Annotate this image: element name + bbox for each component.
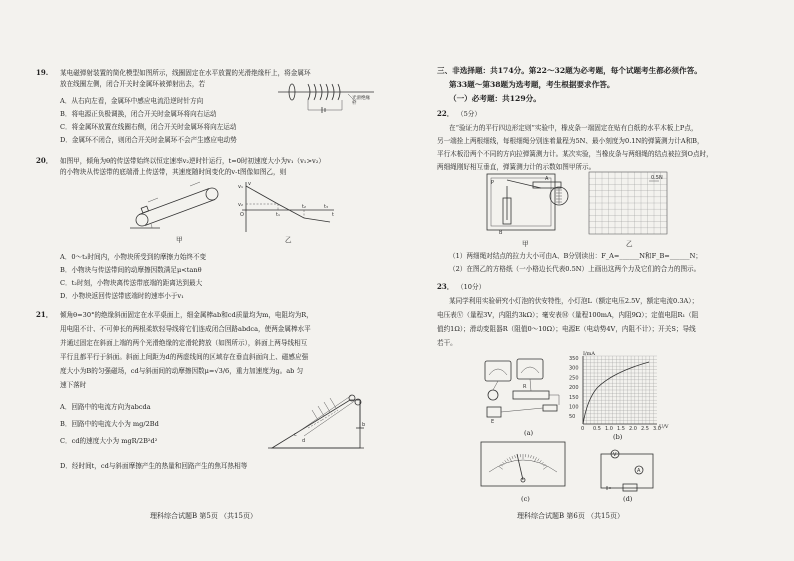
q22-fig-jia-caption: 甲 — [522, 240, 529, 248]
svg-text:c: c — [294, 432, 297, 438]
q23-circuit-diagram — [593, 448, 665, 494]
q23-apparatus-figure — [479, 355, 575, 425]
y-tick-label: 350 — [569, 356, 579, 362]
svg-text:O: O — [240, 212, 244, 218]
q20-option-c: C．t₂时刻，小物块离传送带底端的距离达到最大 — [60, 279, 203, 287]
svg-text:v₁: v₁ — [238, 184, 243, 190]
svg-text:A: A — [545, 176, 549, 182]
q22-fig-yi-caption: 乙 — [626, 240, 633, 248]
x-tick-label: 3.0 — [653, 426, 661, 432]
q23-iu-graph — [569, 350, 669, 432]
svg-text:R: R — [523, 384, 527, 390]
q19-stem-2: 放在线圈左侧，闭合开关时金属环被弹射出去，若 — [60, 80, 206, 88]
q19-stem: 某电磁弹射装置的简化模型如图所示，线圈固定在水平放置的光滑绝缘杆上，将金属环 — [60, 69, 311, 77]
q23-line-1: 某同学利用实验研究小灯泡的伏安特性，小灯泡L（额定电压2.5V，额定电流0.3A）； — [449, 297, 699, 305]
q19-number: 19. — [36, 68, 49, 77]
q22-spring-scale-figure — [485, 172, 571, 238]
q22-line-2: 另一端拴上两根细线，每根细绳分别连着量程为5N、最小刻度为0.1N的弹簧测力计A和B， — [437, 137, 704, 145]
svg-text:V: V — [613, 452, 617, 458]
y-tick-label: 50 — [569, 414, 576, 421]
y-tick-label: 100 — [569, 404, 579, 411]
q21-line-2: 用电阻不计、不可伸长的两根柔软轻导线将它们连成闭合回路abdca，使两金属棒水平 — [60, 325, 311, 333]
x-tick-label: 2.5 — [641, 426, 649, 432]
footer-page-5: 理科综合试题B 第5页 （共15页） — [150, 512, 257, 520]
q21-option-a: A．回路中的电流方向为abcda — [60, 403, 151, 411]
q23-line-2: 电压表Ⓥ（量程3V，内阻约3kΩ）；毫安表Ⓜ（量程100mA，内阻9Ω）；定值电阻R₁（阻 — [437, 311, 699, 319]
q21-line-4: 平行且都平行于斜面。斜面上间距为d的两虚线间的区域存在垂直斜面向上、磁感应强 — [60, 353, 309, 361]
svg-text:v₂: v₂ — [238, 202, 243, 208]
q21-line-1: 倾角θ=30°的绝缘斜面固定在水平桌面上，细金属棒ab和cd质量均为m，电阻均为R， — [60, 311, 313, 319]
q23-number: 23． — [437, 282, 454, 291]
q20-stem: 如图甲，倾角为θ的传送带始终以恒定速率v₂逆时针运行，t=0时初速度大小为v₁（v₁>v₂） — [60, 157, 325, 165]
q19-rod-label: 光滑绝缘杆 — [352, 96, 370, 106]
q21-option-b: B．回路中的电流大小为 mg/2Bd — [60, 420, 159, 428]
q23-line-3: 值约1Ω）；滑动变阻器R（阻值0～10Ω）；电源E（电动势4V，内阻不计）；开关S；导线 — [437, 325, 696, 333]
svg-text:b: b — [362, 422, 366, 428]
q19-option-b: B．将电源正负极调换，闭合开关时金属环将向右运动 — [60, 110, 217, 118]
section-heading: 三、非选择题：共174分。第22～32题为必考题，每个试题考生都必须作答。 — [437, 66, 702, 75]
svg-text:t₁: t₁ — [276, 212, 280, 218]
q23-line-4: 若干。 — [437, 339, 457, 347]
x-tick-label: 1.5 — [617, 426, 625, 432]
q20-fig-yi-caption: 乙 — [285, 236, 292, 244]
q22-part-1: （1）两细绳对结点的拉力大小可由A、B分别读出：F_A=______N和F_B=______N； — [449, 252, 702, 260]
q23-score: （10分） — [457, 283, 486, 291]
q23-meter-face — [479, 440, 569, 492]
q20-fig-jia-caption: 甲 — [176, 236, 183, 244]
q20-conveyor-figure — [130, 180, 230, 235]
q20-vt-graph — [238, 180, 338, 235]
q23-graph-xlabel: U/V — [659, 424, 669, 430]
svg-text:A: A — [637, 468, 641, 474]
q22-score: （5分） — [457, 110, 481, 118]
svg-text:E: E — [491, 419, 495, 425]
q23-fig-a-caption: (a) — [524, 429, 534, 437]
q21-incline-figure — [268, 380, 368, 455]
x-tick-label: 0.5 — [593, 426, 601, 432]
q23-graph-ylabel: I/mA — [583, 351, 596, 357]
required-heading: （一）必考题：共129分。 — [449, 94, 541, 103]
x-tick-label: 0 — [581, 426, 585, 432]
q19-option-a: A．从右向左看，金属环中感应电流沿逆时针方向 — [60, 97, 204, 105]
q21-line-3: 并通过固定在斜面上端的两个光滑绝缘的定滑轮跨放（如图所示），斜面上两导线相互 — [60, 339, 308, 347]
svg-text:v: v — [248, 181, 251, 187]
y-tick-label: 200 — [569, 385, 579, 392]
svg-text:t₂: t₂ — [302, 204, 306, 210]
q20-number: 20． — [36, 156, 53, 165]
y-tick-label: 250 — [569, 375, 579, 382]
footer-page-6: 理科综合试题B 第6页 （共15页） — [517, 512, 624, 520]
section-heading-2: 第33题～第38题为选考题，考生根据要求作答。 — [449, 80, 615, 89]
svg-text:P: P — [491, 180, 495, 186]
q20-stem-2: 的小物块从传送带的底端滑上传送带，其速度随时间变化的v-t图像如图乙，则 — [60, 168, 287, 176]
q23-fig-d-caption: (d) — [623, 495, 633, 503]
q22-number: 22． — [437, 109, 454, 118]
x-tick-label: 2.0 — [629, 426, 637, 432]
q19-option-c: C．将金属环放置在线圈右侧，闭合开关时金属环将向左运动 — [60, 123, 237, 131]
svg-text:t: t — [332, 212, 334, 218]
q21-line-5: 度大小为B的匀强磁场，cd与斜面间的动摩擦因数μ=√3/6，重力加速度为g。ab 匀 — [60, 367, 304, 375]
q20-option-d: D．小物块返回传送带底端时的速率小于v₁ — [60, 292, 184, 300]
q20-option-a: A．0～t₃时间内，小物块所受到的摩擦力始终不变 — [60, 253, 207, 261]
svg-text:t₃: t₃ — [324, 204, 328, 210]
q20-option-b: B．小物块与传送带间的动摩擦因数满足μ<tanθ — [60, 266, 202, 274]
q21-option-d: D．经时间t，cd与斜面摩擦产生的热量和回路产生的焦耳热相等 — [60, 462, 248, 470]
y-tick-label: 300 — [569, 365, 579, 372]
y-tick-label: 150 — [569, 394, 579, 401]
x-tick-label: 1.0 — [605, 426, 613, 432]
q21-option-c: C．cd的速度大小为 mgR/2B²d² — [60, 437, 158, 445]
svg-text:B: B — [499, 230, 503, 236]
svg-text:d: d — [302, 438, 306, 444]
q23-fig-c-caption: (c) — [521, 495, 530, 503]
q19-option-d: D．金属环不闭合，则闭合开关时金属环不会产生感应电动势 — [60, 136, 237, 144]
q23-fig-b-caption: (b) — [613, 433, 623, 441]
q22-line-4: 两细绳刚好相互垂直，弹簧测力计的示数如图甲所示。 — [437, 163, 596, 171]
svg-text:0.5N: 0.5N — [651, 175, 663, 181]
q22-part-2: （2）在图乙的方格纸（一小格边长代表0.5N）上画出这两个力及它们的合力的图示。 — [449, 265, 701, 273]
q21-number: 21． — [36, 310, 53, 319]
q21-line-6: 速下落时 — [60, 381, 87, 389]
q22-line-1: 在“验证力的平行四边形定则”实验中，橡皮条一端固定在贴有白纸的水平木板上P点， — [449, 124, 698, 132]
q22-grid-paper — [589, 172, 669, 238]
q22-line-3: 平行木板沿两个不同的方向拉弹簧测力计。某次实验，当橡皮条与两细绳的结点被拉到O点时， — [437, 150, 713, 158]
